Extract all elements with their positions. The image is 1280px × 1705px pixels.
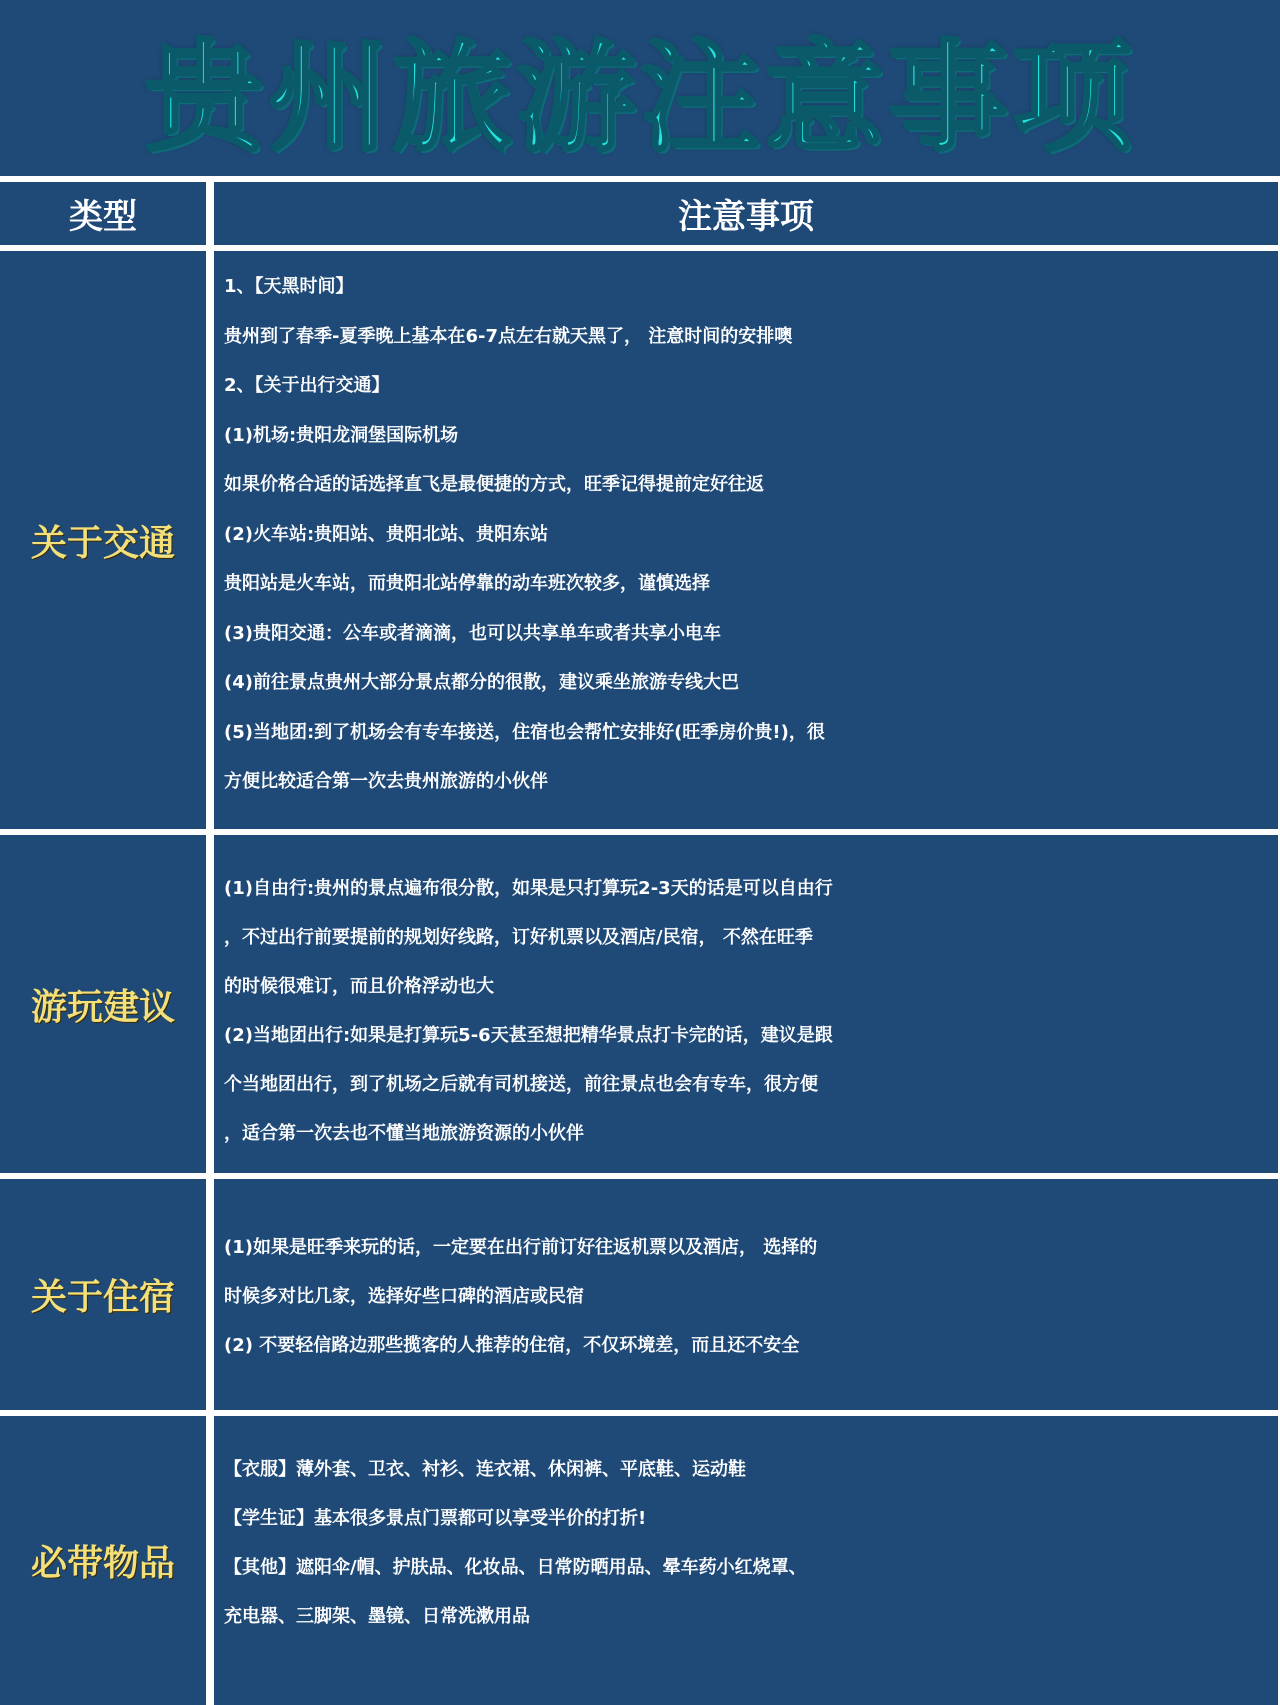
header-notes-label: 注意事项 <box>678 197 814 237</box>
list-item: 【衣服】薄外套、卫衣、衬衫、连衣裙、休闲裤、平底鞋、运动鞋 <box>224 1459 746 1480</box>
list-item: 【学生证】基本很多景点门票都可以享受半价的打折! <box>224 1508 647 1529</box>
column-divider <box>206 182 214 1705</box>
category-transport: 关于交通 <box>30 522 175 564</box>
list-item: 如果价格合适的话选择直飞是最便捷的方式，旺季记得提前定好往返 <box>224 474 764 495</box>
header-notes <box>214 182 1278 245</box>
list-item: (2)当地团出行:如果是打算玩5-6天甚至想把精华景点打卡完的话，建议是跟 <box>224 1025 833 1046</box>
list-item: 2、【关于出行交通】 <box>224 375 390 396</box>
list-item: (4)前往景点贵州大部分景点都分的很散，建议乘坐旅游专线大巴 <box>224 672 739 693</box>
title-banner <box>0 0 1280 176</box>
notes-itinerary <box>224 864 1274 1158</box>
list-item: 个当地团出行，到了机场之后就有司机接送，前往景点也会有专车，很方便 <box>224 1074 818 1095</box>
list-item: 充电器、三脚架、墨镜、日常洗漱用品 <box>224 1606 530 1627</box>
header-type-label: 类型 <box>69 197 137 237</box>
list-item: (1)机场:贵阳龙洞堡国际机场 <box>224 424 459 446</box>
list-item: 的时候很难订，而且价格浮动也大 <box>224 976 494 997</box>
list-item: 贵州到了春季-夏季晚上基本在6-7点左右就天黑了， 注意时间的安排噢 <box>224 325 793 347</box>
notes-transport <box>224 262 1274 807</box>
list-item: 时候多对比几家，选择好些口碑的酒店或民宿 <box>224 1286 584 1307</box>
list-item: 【其他】遮阳伞/帽、护肤品、化妆品、日常防晒用品、晕车药小红烧罩、 <box>224 1557 807 1578</box>
list-item: (3)贵阳交通：公车或者滴滴，也可以共享单车或者共享小电车 <box>224 622 721 644</box>
list-item: (1)自由行:贵州的景点遍布很分散，如果是只打算玩2-3天的话是可以自由行 <box>224 878 833 899</box>
list-item: (5)当地团:到了机场会有专车接送，住宿也会帮忙安排好(旺季房价贵!)，很 <box>224 721 825 743</box>
page-title: 贵州旅游注意事项 <box>144 29 1136 168</box>
list-item: (1)如果是旺季来玩的话，一定要在出行前订好往返机票以及酒店， 选择的 <box>224 1237 818 1258</box>
header-type <box>0 182 206 245</box>
list-item: 贵阳站是火车站，而贵阳北站停靠的动车班次较多，谨慎选择 <box>224 573 710 594</box>
category-accommodation: 关于住宿 <box>30 1277 175 1318</box>
list-item: ，适合第一次去也不懂当地旅游资源的小伙伴 <box>224 1123 584 1144</box>
list-item: 方便比较适合第一次去贵州旅游的小伙伴 <box>224 771 548 792</box>
list-item: ，不过出行前要提前的规划好线路，订好机票以及酒店/民宿， 不然在旺季 <box>224 927 813 948</box>
list-item: (2) 不要轻信路边那些揽客的人推荐的住宿，不仅环境差，而且还不安全 <box>224 1335 800 1356</box>
list-item: (2)火车站:贵阳站、贵阳北站、贵阳东站 <box>224 523 549 545</box>
notes-essentials <box>224 1445 1274 1641</box>
notes-accommodation <box>224 1223 1274 1370</box>
category-essentials: 必带物品 <box>30 1543 175 1584</box>
list-item: 1、【天黑时间】 <box>224 276 354 297</box>
category-itinerary: 游玩建议 <box>30 986 175 1028</box>
